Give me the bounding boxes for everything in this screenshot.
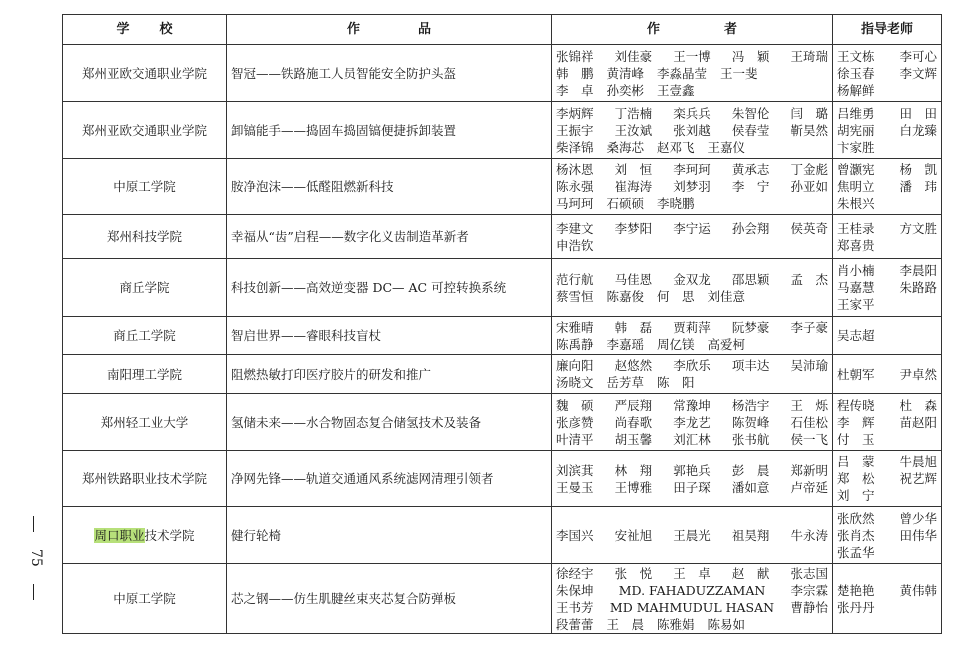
school-cell: 中原工学院 — [63, 564, 227, 634]
advisor-line — [837, 237, 937, 254]
author-name: 曹静怡 — [790, 599, 828, 615]
advisor-line — [837, 327, 937, 344]
advisor-line — [837, 470, 937, 487]
advisor-line — [837, 397, 937, 414]
author-line — [556, 414, 828, 431]
author-line — [556, 161, 828, 178]
advisor-name: 刘 宁 — [837, 488, 875, 503]
advisor-name: 马嘉慧 — [837, 280, 875, 295]
school-cell: 商丘工学院 — [63, 317, 227, 355]
author-line — [556, 65, 828, 82]
author-name: 丁浩楠 — [614, 105, 653, 121]
author-name: 周亿镁 — [657, 336, 695, 352]
author-name: 严辰翔 — [614, 397, 653, 413]
author-name: 柴泽锦 — [556, 139, 594, 155]
page-dash-bottom — [33, 584, 34, 600]
advisor-name: 焦明立 — [837, 179, 875, 194]
advisor-line — [837, 582, 937, 599]
author-name: 魏 硕 — [556, 397, 594, 413]
advisor-name: 田 田 — [899, 105, 937, 121]
author-name: 郭艳兵 — [673, 462, 711, 478]
school-cell: 郑州轻工业大学 — [63, 394, 227, 451]
author-name: 项丰达 — [731, 358, 770, 373]
author-name: 孙会翔 — [731, 220, 770, 236]
advisor-line — [837, 414, 937, 431]
author-name: 陈贺峰 — [731, 414, 770, 430]
author-line — [556, 220, 828, 237]
header-school: 学校 — [63, 15, 227, 45]
authors-cell — [552, 451, 833, 507]
advisors-cell — [833, 507, 942, 564]
advisor-name: 李可心 — [899, 48, 937, 64]
author-name: 陈禹静 — [556, 336, 594, 352]
author-name: MD. FAHADUZZAMAN — [618, 582, 766, 598]
author-name: 常豫坤 — [673, 397, 711, 413]
school-rest-text: 技术学院 — [144, 527, 195, 543]
author-name: 李欣乐 — [673, 358, 711, 373]
author-name: 李宗霖 — [790, 582, 828, 598]
advisor-name: 吴志超 — [837, 328, 875, 343]
advisor-name: 尹卓然 — [899, 366, 937, 382]
author-line — [556, 616, 828, 633]
advisor-line — [837, 82, 937, 99]
author-name: 李炳辉 — [556, 105, 594, 121]
author-name: 王 卓 — [673, 565, 711, 581]
advisor-name: 牛晨旭 — [899, 454, 937, 469]
author-name: 杨沐恩 — [556, 162, 594, 177]
author-name: 黄承志 — [731, 162, 770, 177]
author-name: 刘滨萁 — [556, 462, 594, 478]
author-name: 何 思 — [657, 288, 695, 304]
page-number: 75 — [28, 549, 44, 567]
header-authors: 作者 — [552, 15, 833, 45]
advisor-name: 杜 森 — [899, 397, 937, 413]
advisor-name: 徐玉春 — [837, 65, 875, 81]
author-line — [556, 374, 828, 391]
advisor-name: 苗赵阳 — [899, 414, 937, 430]
author-name: 刘佳意 — [707, 288, 746, 304]
author-name: 张锦祥 — [556, 48, 594, 64]
advisor-line — [837, 366, 937, 383]
author-name: 王晨光 — [673, 527, 711, 543]
authors-cell — [552, 355, 833, 394]
author-name: 牛永涛 — [790, 527, 828, 543]
advisor-line — [837, 65, 937, 82]
author-name: 李国兴 — [556, 527, 594, 543]
advisor-name: 潘 玮 — [899, 179, 937, 194]
advisor-line — [837, 262, 937, 279]
table-row — [63, 159, 942, 215]
table-row — [63, 102, 942, 159]
author-name: 王 晨 — [606, 616, 645, 632]
advisor-name: 肖小楠 — [837, 263, 875, 278]
author-line — [556, 336, 828, 353]
author-name: 张书航 — [731, 431, 770, 447]
advisor-line — [837, 487, 937, 504]
work-cell: 胺净泡沫——低醛阻燃新科技 — [227, 159, 552, 215]
author-name: 陈 阳 — [657, 375, 695, 390]
author-name: 田子琛 — [673, 479, 711, 495]
author-name: 胡玉馨 — [614, 431, 653, 447]
advisor-name: 方文胜 — [899, 220, 937, 236]
authors-cell — [552, 394, 833, 451]
author-name: 彭 晨 — [731, 462, 770, 478]
author-name: 丁金彪 — [790, 162, 828, 177]
author-name: 栾兵兵 — [673, 105, 711, 121]
advisor-line — [837, 139, 937, 156]
author-name: 王博雅 — [614, 479, 653, 495]
advisor-name: 王桂录 — [837, 220, 875, 236]
author-name: 赵悠然 — [614, 358, 653, 373]
header-work: 作品 — [227, 15, 552, 45]
table-row — [63, 507, 942, 564]
advisor-name: 王文栋 — [837, 48, 875, 64]
author-name: 贾莉萍 — [673, 319, 711, 335]
advisors-cell — [833, 355, 942, 394]
author-line — [556, 565, 828, 582]
advisor-line — [837, 279, 937, 296]
author-name: 闫 璐 — [790, 105, 828, 121]
advisor-name: 楚艳艳 — [837, 582, 875, 598]
author-name: 孟 杰 — [790, 271, 828, 287]
author-name: 岳芳草 — [606, 375, 645, 390]
school-highlighted-text: 周口职业 — [94, 527, 145, 543]
author-name: 陈永强 — [556, 179, 594, 194]
author-name: 张志国 — [790, 565, 828, 581]
author-name: 孙亚如 — [790, 179, 828, 194]
author-name: 吴沛瑜 — [790, 358, 828, 373]
authors-cell — [552, 215, 833, 259]
advisor-name: 白龙臻 — [899, 122, 937, 138]
author-name: 廉向阳 — [556, 358, 594, 373]
author-line — [556, 582, 828, 599]
advisor-name: 郑喜贵 — [837, 237, 875, 253]
author-name: 王汝斌 — [614, 122, 653, 138]
advisor-name: 张丹丹 — [837, 599, 875, 615]
author-name: 王一博 — [673, 48, 711, 64]
author-name: 韩 磊 — [614, 319, 653, 335]
author-name: 刘梦羽 — [673, 179, 711, 194]
work-cell: 芯之钢——仿生肌腱丝束夹芯复合防弹板 — [227, 564, 552, 634]
author-line — [556, 527, 828, 544]
school-cell — [63, 507, 227, 564]
author-name: 王琦瑞 — [790, 48, 828, 64]
work-cell: 氢储未来——水合物固态复合储氢技术及装备 — [227, 394, 552, 451]
author-name: 李宁运 — [673, 220, 711, 236]
author-name: 靳昊然 — [790, 122, 828, 138]
advisors-cell — [833, 564, 942, 634]
work-cell: 净网先锋——轨道交通通风系统滤网清理引领者 — [227, 451, 552, 507]
author-name: 刘佳豪 — [614, 48, 653, 64]
advisors-cell — [833, 317, 942, 355]
school-cell: 郑州铁路职业技术学院 — [63, 451, 227, 507]
author-name: 张彦赞 — [556, 414, 594, 430]
author-name: 刘 恒 — [614, 162, 653, 177]
author-name: 李淼晶莹 — [657, 65, 708, 81]
advisor-line — [837, 527, 937, 544]
author-line — [556, 397, 828, 414]
author-name: 王书芳 — [556, 599, 594, 615]
table-row — [63, 451, 942, 507]
author-name: 马珂珂 — [556, 196, 594, 211]
advisor-name: 张肖杰 — [837, 527, 875, 543]
author-line — [556, 431, 828, 448]
author-name: 李龙艺 — [673, 414, 711, 430]
author-name: 蔡雪恒 — [556, 288, 594, 304]
author-name: 王 烁 — [790, 397, 828, 413]
author-name: 石硕硕 — [606, 196, 645, 211]
work-cell: 智启世界——睿眼科技盲杖 — [227, 317, 552, 355]
author-name: 刘汇林 — [673, 431, 711, 447]
author-name: 李子豪 — [790, 319, 828, 335]
advisors-cell — [833, 102, 942, 159]
author-name: 陈雅娟 — [657, 616, 695, 632]
author-name: 黄清峰 — [606, 65, 645, 81]
author-name: 高爱柯 — [707, 336, 746, 352]
advisor-line — [837, 178, 937, 195]
advisor-line — [837, 220, 937, 237]
author-name: 王一斐 — [720, 65, 758, 81]
author-name: 叶清平 — [556, 431, 594, 447]
awards-table — [62, 14, 942, 634]
advisor-name: 李晨阳 — [899, 263, 937, 278]
author-name: 尚春歌 — [614, 414, 653, 430]
advisor-name: 吕维勇 — [837, 105, 875, 121]
advisors-cell — [833, 259, 942, 317]
author-name: 王振宇 — [556, 122, 594, 138]
authors-cell — [552, 159, 833, 215]
author-name: MD MAHMUDUL HASAN — [609, 599, 775, 615]
author-name: 安祉旭 — [614, 527, 653, 543]
author-name: 李建文 — [556, 220, 594, 236]
table-row — [63, 45, 942, 102]
advisor-line — [837, 48, 937, 65]
advisor-name: 吕 蒙 — [837, 454, 875, 469]
work-cell: 幸福从“齿”启程——数字化义齿制造革新者 — [227, 215, 552, 259]
school-cell: 商丘学院 — [63, 259, 227, 317]
author-name: 张 悦 — [614, 565, 653, 581]
advisor-line — [837, 510, 937, 527]
table-row — [63, 317, 942, 355]
advisor-name: 祝艺辉 — [899, 471, 937, 486]
advisor-line — [837, 122, 937, 139]
author-name: 徐经宇 — [556, 565, 594, 581]
author-name: 李晓鹏 — [657, 196, 695, 211]
advisor-name: 杜朝军 — [837, 366, 875, 382]
author-name: 宋雅晴 — [556, 319, 594, 335]
author-name: 范行航 — [556, 271, 594, 287]
advisor-name: 朱根兴 — [837, 196, 875, 211]
advisor-name: 杨 凯 — [899, 162, 937, 177]
table-body — [63, 45, 942, 634]
advisor-name: 杨解鲜 — [837, 82, 875, 98]
author-line — [556, 319, 828, 336]
author-name: 邵思颖 — [731, 271, 770, 287]
author-name: 陈嘉俊 — [606, 288, 645, 304]
author-name: 金双龙 — [673, 271, 711, 287]
author-line — [556, 195, 828, 212]
advisor-line — [837, 105, 937, 122]
author-name: 孙奕彬 — [606, 82, 645, 98]
author-name: 朱智伦 — [731, 105, 770, 121]
author-name: 崔海涛 — [614, 179, 653, 194]
author-line — [556, 479, 828, 496]
author-name: 申浩钦 — [556, 237, 594, 253]
table-row — [63, 215, 942, 259]
author-name: 李珂珂 — [673, 162, 711, 177]
advisor-name: 李文辉 — [899, 65, 937, 81]
advisors-cell — [833, 394, 942, 451]
author-name: 王嘉仪 — [707, 139, 746, 155]
author-name: 王壹鑫 — [657, 82, 695, 98]
author-name: 桑海芯 — [606, 139, 645, 155]
author-line — [556, 271, 828, 288]
author-name: 卢帝延 — [790, 479, 828, 495]
advisor-name: 曾少华 — [899, 510, 937, 526]
advisor-name: 田伟华 — [899, 527, 937, 543]
author-name: 李嘉瑶 — [606, 336, 645, 352]
advisor-line — [837, 431, 937, 448]
advisor-name: 黄伟韩 — [899, 582, 937, 598]
author-name: 张刘越 — [673, 122, 711, 138]
advisor-name: 付 玉 — [837, 431, 875, 447]
author-name: 冯 颖 — [731, 48, 770, 64]
author-line — [556, 48, 828, 65]
author-line — [556, 139, 828, 156]
author-name: 林 翔 — [614, 462, 653, 478]
author-name: 马佳恩 — [614, 271, 653, 287]
authors-cell — [552, 259, 833, 317]
authors-cell — [552, 507, 833, 564]
advisor-line — [837, 195, 937, 212]
author-line — [556, 599, 828, 616]
author-line — [556, 237, 828, 254]
work-cell: 科技创新——高效逆变器 DC— AC 可控转换系统 — [227, 259, 552, 317]
advisor-name: 李 辉 — [837, 414, 875, 430]
school-cell: 南阳理工学院 — [63, 355, 227, 394]
advisor-name: 张孟华 — [837, 544, 875, 560]
authors-cell — [552, 102, 833, 159]
author-name: 石佳松 — [790, 414, 828, 430]
advisor-line — [837, 544, 937, 561]
advisor-line — [837, 599, 937, 616]
work-cell: 健行轮椅 — [227, 507, 552, 564]
header-advisor: 指导老师 — [833, 15, 942, 45]
page-dash-top — [33, 516, 34, 532]
advisor-name: 朱路路 — [899, 280, 937, 295]
author-name: 王曼玉 — [556, 479, 594, 495]
author-name: 潘如意 — [731, 479, 770, 495]
author-name: 阮梦豪 — [731, 319, 770, 335]
author-name: 李 宁 — [731, 179, 770, 194]
authors-cell — [552, 317, 833, 355]
author-name: 侯一飞 — [790, 431, 828, 447]
author-name: 赵邓飞 — [657, 139, 695, 155]
table-header-row — [63, 15, 942, 45]
table-row — [63, 259, 942, 317]
author-line — [556, 357, 828, 374]
advisor-name: 张欣然 — [837, 510, 875, 526]
advisor-name: 胡宪丽 — [837, 122, 875, 138]
school-cell: 郑州亚欧交通职业学院 — [63, 102, 227, 159]
page-number-marker — [22, 516, 46, 600]
work-cell: 阻燃热敏打印医疗胶片的研发和推广 — [227, 355, 552, 394]
table-row — [63, 394, 942, 451]
work-cell: 卸镐能手——捣固车捣固镐便捷拆卸装置 — [227, 102, 552, 159]
advisors-cell — [833, 215, 942, 259]
author-name: 赵 献 — [731, 565, 770, 581]
author-name: 祖昊翔 — [731, 527, 770, 543]
author-line — [556, 462, 828, 479]
table-row — [63, 564, 942, 634]
advisor-line — [837, 161, 937, 178]
author-name: 侯英奇 — [790, 220, 828, 236]
author-name: 侯春莹 — [731, 122, 770, 138]
author-line — [556, 105, 828, 122]
advisor-name: 郑 松 — [837, 471, 875, 486]
advisor-line — [837, 453, 937, 470]
author-line — [556, 122, 828, 139]
table-row — [63, 355, 942, 394]
advisors-cell — [833, 45, 942, 102]
authors-cell — [552, 564, 833, 634]
advisors-cell — [833, 451, 942, 507]
author-line — [556, 82, 828, 99]
school-cell: 中原工学院 — [63, 159, 227, 215]
author-name: 朱保坤 — [556, 582, 594, 598]
author-name: 郑新明 — [790, 462, 828, 478]
author-name: 段蕾蕾 — [556, 616, 594, 632]
authors-cell — [552, 45, 833, 102]
school-cell: 郑州亚欧交通职业学院 — [63, 45, 227, 102]
author-name: 陈易如 — [707, 616, 746, 632]
author-name: 李 卓 — [556, 82, 594, 98]
school-cell: 郑州科技学院 — [63, 215, 227, 259]
advisor-name: 曾灏宪 — [837, 162, 875, 177]
advisors-cell — [833, 159, 942, 215]
advisor-name: 程传晓 — [837, 397, 875, 413]
author-name: 韩 鹏 — [556, 65, 594, 81]
author-name: 李梦阳 — [614, 220, 653, 236]
author-line — [556, 288, 828, 305]
work-cell: 智冠——铁路施工人员智能安全防护头盔 — [227, 45, 552, 102]
advisor-name: 王家平 — [837, 297, 875, 312]
author-name: 杨浩宇 — [731, 397, 770, 413]
author-line — [556, 178, 828, 195]
advisor-name: 卞家胜 — [837, 139, 875, 155]
author-name: 汤晓文 — [556, 375, 594, 390]
advisor-line — [837, 296, 937, 313]
